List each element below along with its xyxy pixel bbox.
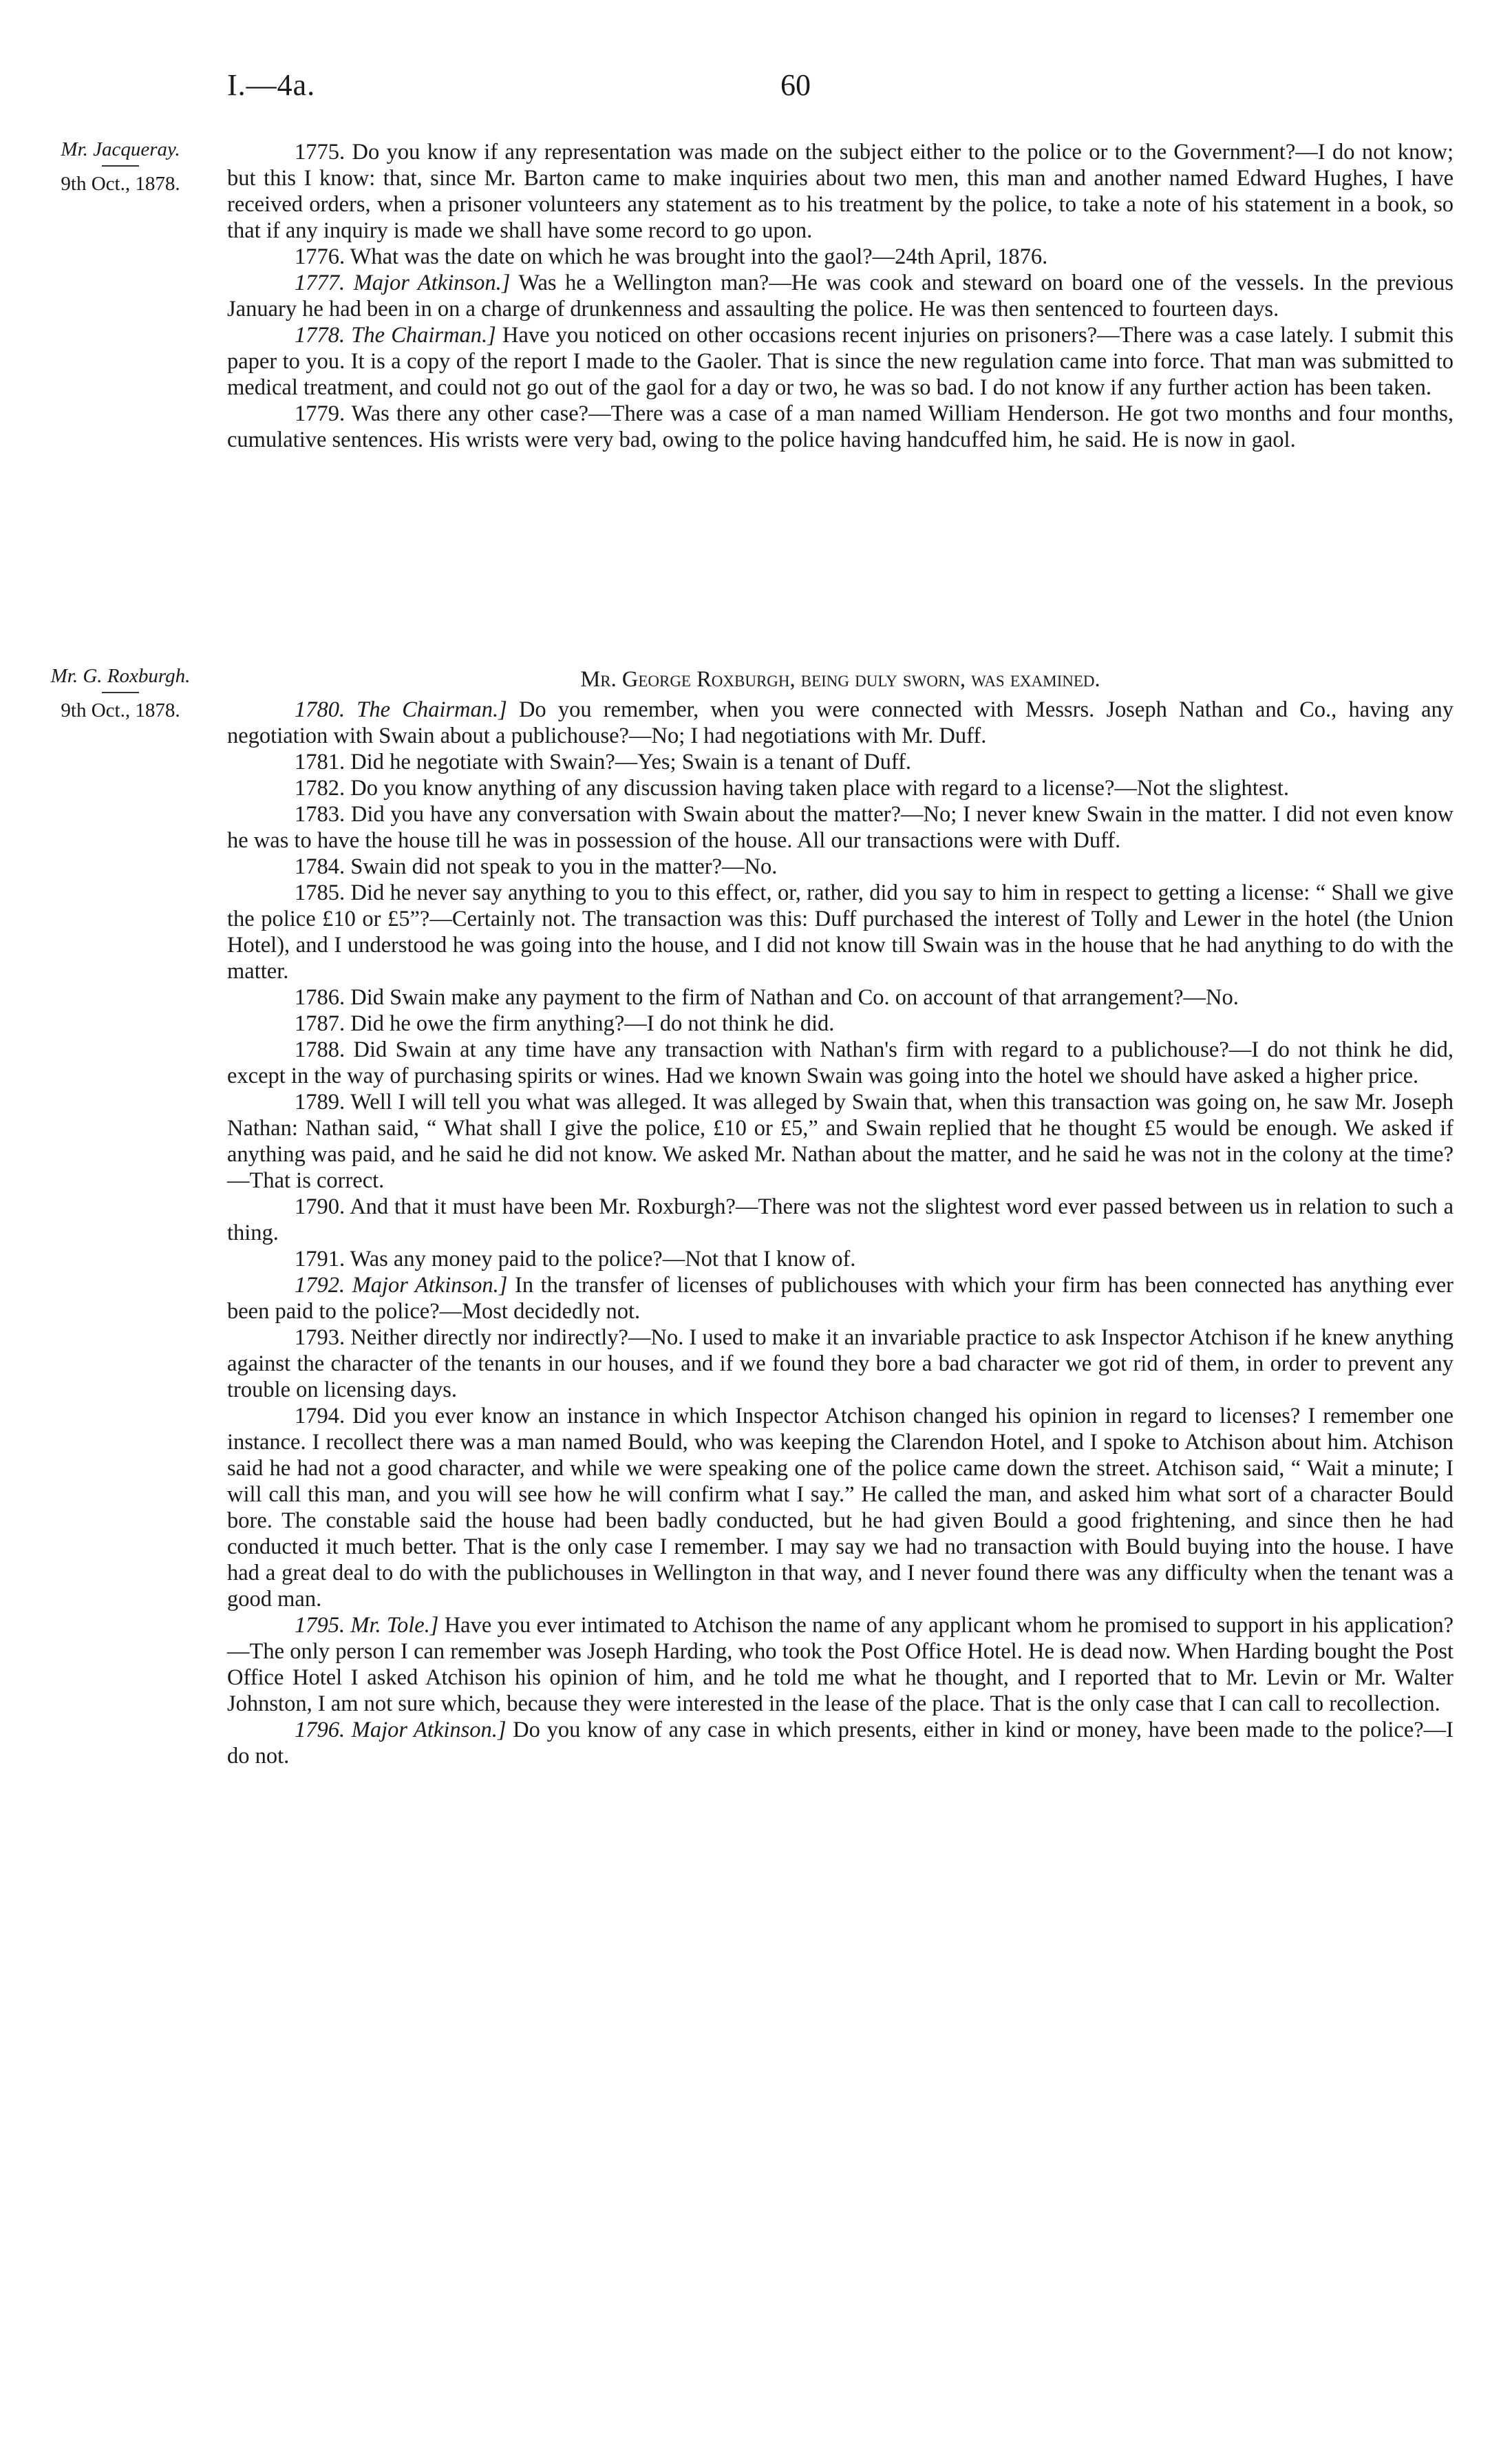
- margin-rule: [102, 692, 139, 693]
- question-paragraph: 1775. Do you know if any representation was made on the subject either to the police or to the Government?—I do not know; but this I know: that, since Mr. Barton came to make inquiries about two men, this man and another named Edward Hughes, I have received orders, when a prisoner volunteers any statement as to his treatment by the police, to take a note of his statement in a book, so that if any inquiry is made we shall have some record to go upon.: [227, 140, 1454, 243]
- question-paragraph: 1777. Major Atkinson.] Was he a Wellington man?—He was cook and steward on board one of the vessels. In the previous January he had been in on a charge of drunkenness and assaulting the police. He was then sentenced to fourteen days.: [227, 271, 1454, 321]
- question-paragraph: 1781. Did he negotiate with Swain?—Yes; Swain is a tenant of Duff.: [295, 750, 912, 774]
- speaker-label: 1795. Mr. Tole.]: [295, 1613, 439, 1638]
- question-paragraph: 1794. Did you ever know an instance in which Inspector Atchison changed his opinion in regard to licenses? I remember one instance. I recollect there was a man named Bould, who was keeping the Clarendon Hotel, and I spoke to Atchison about him. Atchison said he had not a good character, and while we were speaking one of the police came down the street. Atchison said, “ Wait a minute; I will call this man, and you will see how he will confirm what I say.” He called the man, and asked him what sort of a character Bould bore. The constable said the house had been badly conducted, but he had given Bould a good frightening, and since then he had conducted it much better. That is the only case I remember. I may say we had no transaction with Bould buying into the house. I have had a great deal to do with the publichouses in Wellington in that way, and I never found there was any difficulty when the tenant was a good man.: [227, 1404, 1454, 1612]
- question-paragraph: 1776. What was the date on which he was brought into the gaol?—24th April, 1876.: [295, 244, 1048, 269]
- question-paragraph: 1788. Did Swain at any time have any transaction with Nathan's firm with regard to a publichouse?—I do not think he did, except in the way of purchasing spirits or wines. Had we known Swain was going into the hotel we should have asked a higher price.: [227, 1037, 1454, 1088]
- margin-witness-name: Mr. G. Roxburgh.: [50, 665, 191, 687]
- question-paragraph: 1790. And that it must have been Mr. Roxburgh?—There was not the slightest word ever passed between us in relation to such a thing.: [227, 1194, 1454, 1245]
- margin-rule: [102, 165, 139, 167]
- question-paragraph: 1784. Swain did not speak to you in the matter?—No.: [295, 854, 778, 879]
- question-paragraph: 1789. Well I will tell you what was alleged. It was alleged by Swain that, when this transaction was going on, he saw Mr. Joseph Nathan: Nathan said, “ What shall I give the police, £10 or £5,” and Swain replied that he thought £5 would be enough. We asked if anything was paid, and he said he did not know. We asked Mr. Nathan about the matter, and he said he was not in the colony at the time?—That is correct.: [227, 1090, 1454, 1193]
- margin-note-jacqueray: [28, 138, 213, 196]
- margin-date: 9th Oct., 1878.: [61, 173, 180, 195]
- question-paragraph: 1793. Neither directly nor indirectly?—No. I used to make it an invariable practice to ask Inspector Atchison if he knew anything against the character of the tenants in our houses, and if we found they bore a bad character we got rid of them, in order to prevent any trouble on licensing days.: [227, 1325, 1454, 1402]
- margin-note-roxburgh: [28, 664, 213, 722]
- margin-date: 9th Oct., 1878.: [61, 699, 180, 721]
- question-paragraph: 1785. Did he never say anything to you to this effect, or, rather, did you say to him in respect to getting a license: “ Shall we give the police £10 or £5”?—Certainly not. The transaction was this: Duff purchased the interest of Tolly and Lewer in the hotel (the Union Hotel), and I understood he was going into the house, and I did not know till Swain was in the house that he had anything to do with the matter.: [227, 880, 1454, 984]
- speaker-label: 1777. Major Atkinson.]: [295, 271, 511, 295]
- margin-witness-name: Mr. Jacqueray.: [61, 138, 180, 160]
- question-paragraph: 1787. Did he owe the firm anything?—I do not think he did.: [295, 1011, 835, 1036]
- question-paragraph: 1779. Was there any other case?—There was a case of a man named William Henderson. He got two months and four months, cumulative sentences. His wrists were very bad, owing to the police having handcuffed him, he said. He is now in gaol.: [227, 401, 1454, 452]
- speaker-label: 1778. The Chairman.]: [295, 323, 496, 348]
- question-paragraph: 1778. The Chairman.] Have you noticed on other occasions recent injuries on prisoners?—There was a case lately. I submit this paper to you. It is a copy of the report I made to the Gaoler. That is since the new regulation came into force. That man was submitted to medical treatment, and could not go out of the gaol for a day or two, he was so bad. I do not know if any further action has been taken.: [227, 323, 1454, 400]
- question-paragraph: 1786. Did Swain make any payment to the firm of Nathan and Co. on account of that arrangement?—No.: [295, 985, 1239, 1010]
- witness-heading: Mr. George Roxburgh, being duly sworn, was examined.: [580, 667, 1100, 692]
- section-roxburgh-evidence: [227, 666, 1454, 1769]
- question-paragraph: 1783. Did you have any conversation with Swain about the matter?—No; I never knew Swain in the matter. I did not even know he was to have the house till he was in possession of the house. All our transactions were with Duff.: [227, 802, 1454, 853]
- document-reference: I.—4a.: [227, 68, 316, 102]
- section-jacqueray-evidence: [227, 139, 1454, 453]
- page-number: 60: [780, 68, 811, 102]
- question-paragraph: 1795. Mr. Tole.] Have you ever intimated to Atchison the name of any applicant whom he promised to support in his application?—The only person I can remember was Joseph Harding, who took the Post Office Hotel. He is dead now. When Harding bought the Post Office Hotel I asked Atchison his opinion of him, and he told me what he thought, and I reported that to Mr. Levin or Mr. Walter Johnston, I am not sure which, because they were interested in the lease of the place. That is the only case that I can call to recollection.: [227, 1613, 1454, 1716]
- question-paragraph: 1782. Do you know anything of any discussion having taken place with regard to a license?—Not the slightest.: [295, 776, 1290, 801]
- question-paragraph: 1796. Major Atkinson.] Do you know of any case in which presents, either in kind or money, have been made to the police?—I do not.: [227, 1718, 1454, 1768]
- question-paragraph: 1791. Was any money paid to the police?—Not that I know of.: [295, 1247, 856, 1271]
- question-paragraph: 1780. The Chairman.] Do you remember, when you were connected with Messrs. Joseph Nathan and Co., having any negotiation with Swain about a publichouse?—No; I had negotiations with Mr. Duff.: [227, 697, 1454, 748]
- speaker-label: 1796. Major Atkinson.]: [295, 1718, 507, 1742]
- speaker-label: 1792. Major Atkinson.]: [295, 1273, 508, 1298]
- speaker-label: 1780. The Chairman.]: [295, 697, 507, 722]
- question-paragraph: 1792. Major Atkinson.] In the transfer of licenses of publichouses with which your firm has been connected has anything ever been paid to the police?—Most decidedly not.: [227, 1273, 1454, 1324]
